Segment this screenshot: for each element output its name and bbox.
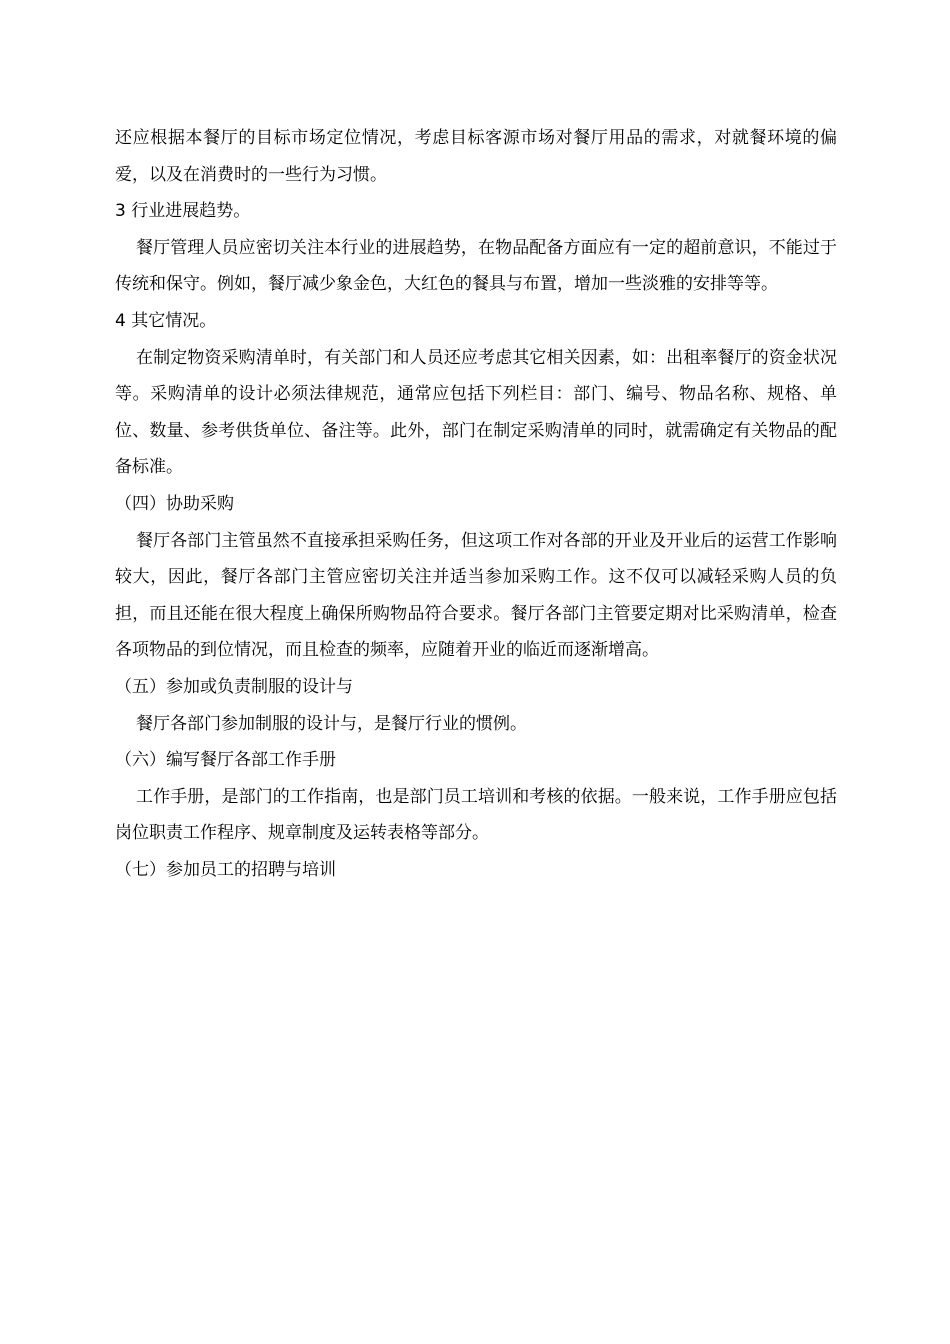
subheading-industry-trend: 3 行业进展趋势。	[115, 201, 251, 222]
paragraph-assist-purchase: 餐厅各部门主管虽然不直接承担采购任务，但这项工作对各部的开业及开业后的运营工作影响较大，因此，餐厅各部门主管应密切关注并适当参加采购工作。这不仅可以减轻采购人员的负担，而且还能在很大程度上确保所购物品符合要求。餐厅各部门主管要定期对比采购清单，检查各项物品的到位情况，而且检查的频率，应随着开业的临近而逐渐增高。	[115, 530, 837, 661]
paragraph-work-manual: 工作手册，是部门的工作指南，也是部门员工培训和考核的依据。一般来说，工作手册应包括岗位职责工作程序、规章制度及运转表格等部分。	[115, 786, 837, 844]
paragraph-uniform-design: 餐厅各部门参加制服的设计与，是餐厅行业的惯例。	[136, 713, 527, 734]
paragraph-continuation: 还应根据本餐厅的目标市场定位情况，考虑目标客源市场对餐厅用品的需求，对就餐环境的偏爱，以及在消费时的一些行为习惯。	[115, 128, 837, 185]
section-heading-recruit-train: （七）参加员工的招聘与培训	[115, 859, 336, 880]
paragraph-purchase-list: 在制定物资采购清单时，有关部门和人员还应考虑其它相关因素，如：出租率餐厅的资金状况等。采购清单的设计必须法律规范，通常应包括下列栏目：部门、编号、物品名称、规格、单位、数量、参考供货单位、备注等。此外，部门在制定采购清单的同时，就需确定有关物品的配备标准。	[115, 347, 837, 478]
paragraph-industry-trend: 餐厅管理人员应密切关注本行业的进展趋势，在物品配备方面应有一定的超前意识，不能过于传统和保守。例如，餐厅减少象金色，大红色的餐具与布置，增加一些淡雅的安排等等。	[115, 237, 837, 295]
section-heading-assist-purchase: （四）协助采购	[115, 493, 234, 514]
section-heading-uniform-design: （五）参加或负责制服的设计与	[115, 676, 353, 697]
document-body	[115, 120, 837, 888]
subheading-other: 4 其它情况。	[115, 310, 217, 331]
section-heading-work-manual: （六）编写餐厅各部工作手册	[115, 750, 336, 771]
